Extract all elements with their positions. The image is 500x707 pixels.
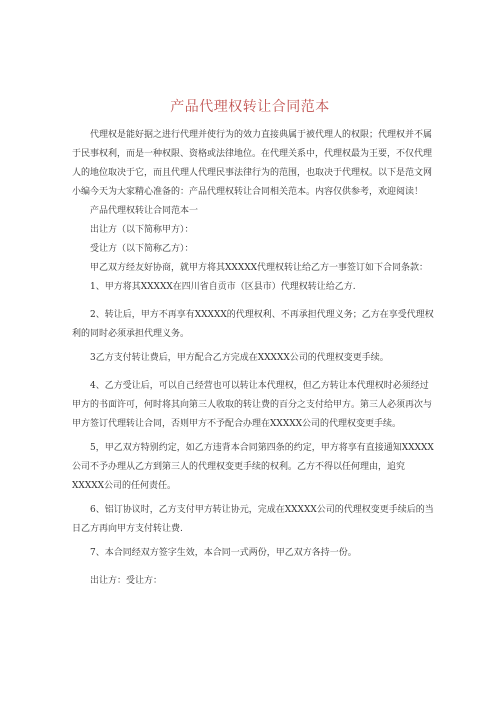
paragraph-transferor: 出让方（以下简称甲方）： — [90, 225, 194, 235]
paragraph-intro: 代理权是能好据之进行代理并使行为的效力直接典属于被代理人的权限；代理权并不属于民事权利，而是一种权限、资格或法律地位。在代理关系中，代理权最为王要，不仅代理人的地位取决于它，而且代理人代理民事法律行为的范围，也取决于代理权。以下是范文网小编今天为大家精心准备的：产品代理权转让合同相关范本。内容仅供参考，欢迎阅读！ — [72, 130, 433, 197]
clause-7: 7、本合同经双方签字生效，本合同一式两份，甲乙双方各持一份。 — [90, 548, 357, 558]
paragraph-template-heading: 产品代理权转让合同范本一 — [90, 206, 199, 216]
clause-2: 2、转让后，甲方不再享有XXXXX的代理权利、不再承担代理义务；乙方在享受代理权利的同时必须承担代理义务。 — [72, 310, 434, 339]
paragraph-transferee: 受让方（以下简称乙方）： — [90, 244, 194, 254]
clause-3: 3乙方支付转让费后，甲方配合乙方完成在XXXXX公司的代理权变更手续。 — [90, 353, 389, 363]
paragraph-preamble: 甲乙双方经友好协商，就甲方将其XXXXX代理权转让给乙方一事签订如下合同条款： — [90, 263, 429, 273]
document-body — [72, 126, 434, 591]
signature-line: 出让方：受让方： — [90, 576, 163, 586]
document-title: 产品代理权转让合同范本 — [170, 99, 330, 115]
clause-1: 1、甲方将其XXXXX在四川省自贡市（区县市）代理权转让给乙方. — [90, 282, 356, 292]
clause-5: 5，甲乙双方特别约定，如乙方违背本合同第四条的约定，甲方将享有直接通知XXXXX公司不予办理从乙方到第三人的代理权变更手续的权利。乙方不得以任何理由，追究XXXXX公司的任何责任。 — [72, 443, 434, 491]
clause-6: 6、铝订协议时，乙方支付甲方转让协元，完成在XXXXX公司的代理权变更手续后的当日乙方再向甲方支付转让费. — [72, 505, 434, 534]
clause-4: 4、乙方受让后，可以自己经营也可以转让本代理权，但乙方转让本代理权时必须经过甲方的书面许可，何时将其向第三人收取的转让费的百分之支付给甲方。第三人必须再次与甲方签订代理转让合同，否则甲方不予配合办理在XXXXX公司的代理权变更手续。 — [72, 381, 433, 429]
